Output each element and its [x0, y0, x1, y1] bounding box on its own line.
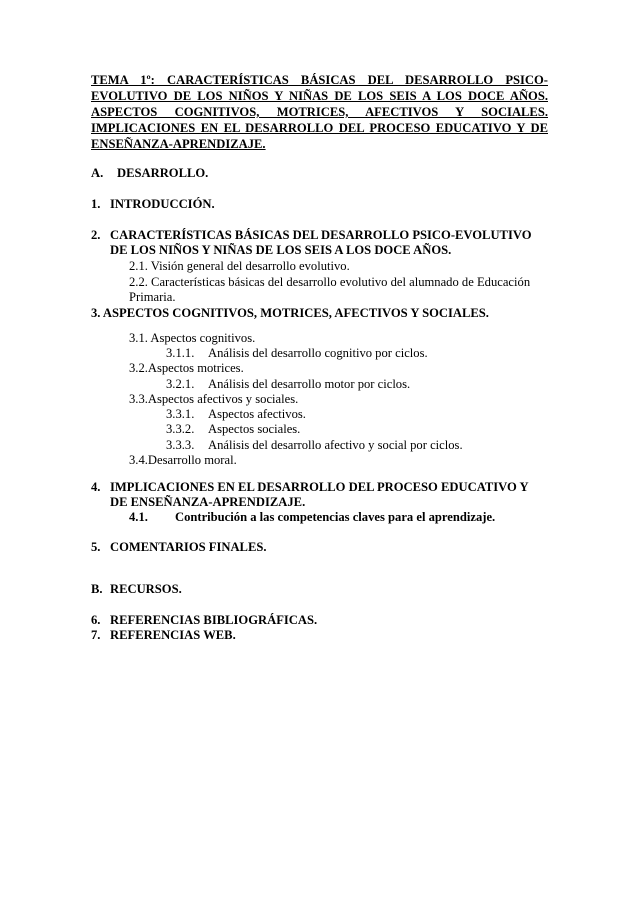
document-title: TEMA 1º: CARACTERÍSTICAS BÁSICAS DEL DESARROLLO PSICO-EVOLUTIVO DE LOS NIÑOS Y NIÑAS DE LOS SEIS A LOS DOCE AÑOS. ASPECTOS COGNITIVOS, MOTRICES, AFECTIVOS Y SOCIALES. IMPLICACIONES EN EL DESARROLLO DEL PROCESO EDUCATIVO Y DE ENSEÑANZA-APRENDIZAJE.: [91, 73, 548, 151]
section-6-heading: REFERENCIAS BIBLIOGRÁFICAS.: [110, 613, 318, 627]
subsection-3-1: 3.1. Aspectos cognitivos.: [129, 331, 256, 345]
subsection-3-3-2-text: Aspectos sociales.: [208, 422, 301, 436]
section-4-number: 4.: [91, 480, 101, 494]
section-1-heading: INTRODUCCIÓN.: [110, 197, 215, 211]
section-2-heading-line2: DE LOS NIÑOS Y NIÑAS DE LOS SEIS A LOS DOCE AÑOS.: [110, 243, 452, 257]
subsection-3-3-1-number: 3.3.1.: [166, 407, 195, 421]
subsection-3-3-2-number: 3.3.2.: [166, 422, 195, 436]
subsection-4-1-number: 4.1.: [129, 510, 148, 524]
section-4-heading-line2: DE ENSEÑANZA-APRENDIZAJE.: [110, 495, 306, 509]
subsection-3-3-3-number: 3.3.3.: [166, 438, 195, 452]
subsection-3-3: 3.3.Aspectos afectivos y sociales.: [129, 392, 299, 406]
section-2-heading-line1: CARACTERÍSTICAS BÁSICAS DEL DESARROLLO PSICO-EVOLUTIVO: [110, 228, 532, 242]
subsection-2-2-cont: Primaria.: [129, 290, 176, 304]
part-b-marker: B.: [91, 582, 103, 596]
section-5-number: 5.: [91, 540, 101, 554]
subsection-2-1: 2.1. Visión general del desarrollo evolutivo.: [129, 259, 350, 273]
subsection-3-3-3-text: Análisis del desarrollo afectivo y social por ciclos.: [208, 438, 463, 452]
section-2-number: 2.: [91, 228, 101, 242]
section-7-heading: REFERENCIAS WEB.: [110, 628, 236, 642]
subsection-3-2-1-number: 3.2.1.: [166, 377, 195, 391]
subsection-3-4: 3.4.Desarrollo moral.: [129, 453, 237, 467]
subsection-3-1-1-number: 3.1.1.: [166, 346, 195, 360]
part-b-heading: RECURSOS.: [110, 582, 182, 596]
subsection-3-2-1-text: Análisis del desarrollo motor por ciclos.: [208, 377, 411, 391]
section-6-number: 6.: [91, 613, 101, 627]
subsection-3-1-1-text: Análisis del desarrollo cognitivo por ciclos.: [208, 346, 428, 360]
part-a-marker: A.: [91, 166, 104, 180]
subsection-3-2: 3.2.Aspectos motrices.: [129, 361, 244, 375]
section-4-heading-line1: IMPLICACIONES EN EL DESARROLLO DEL PROCESO EDUCATIVO Y: [110, 480, 529, 494]
subsection-4-1-text: Contribución a las competencias claves para el aprendizaje.: [175, 510, 496, 524]
subsection-2-2: 2.2. Características básicas del desarrollo evolutivo del alumnado de Educación: [129, 275, 531, 289]
subsection-3-3-1-text: Aspectos afectivos.: [208, 407, 306, 421]
section-5-heading: COMENTARIOS FINALES.: [110, 540, 267, 554]
part-a-heading: DESARROLLO.: [117, 166, 209, 180]
section-1-number: 1.: [91, 197, 101, 211]
section-7-number: 7.: [91, 628, 101, 642]
section-3-heading: 3. ASPECTOS COGNITIVOS, MOTRICES, AFECTIVOS Y SOCIALES.: [91, 306, 489, 320]
